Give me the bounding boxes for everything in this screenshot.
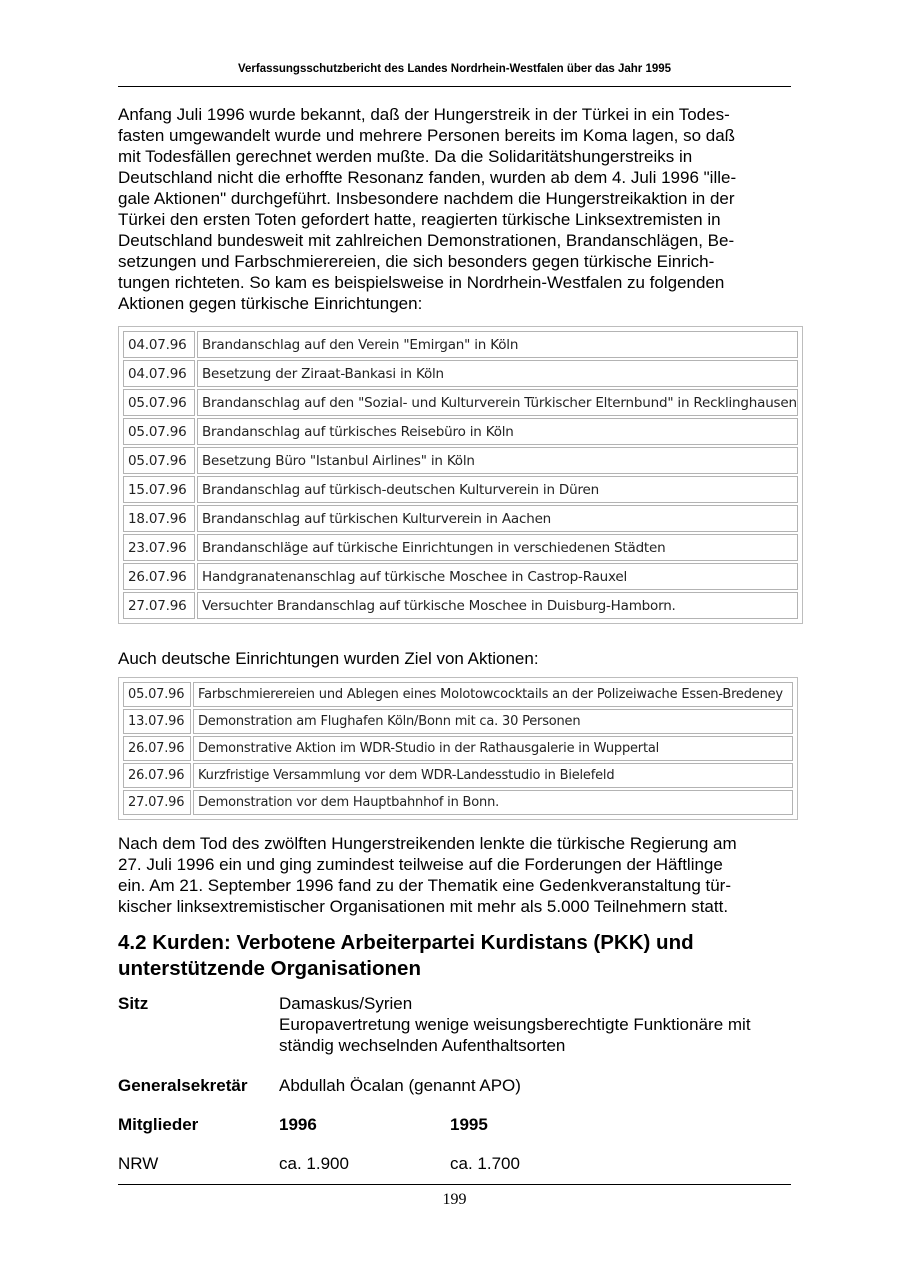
table-row [123, 682, 793, 707]
heading-line: unterstützende Organisationen [118, 957, 421, 980]
date-cell: 05.07.96 [123, 682, 191, 707]
date-cell: 05.07.96 [123, 418, 195, 445]
text-line: Deutschland nicht die erhoffte Resonanz fanden, wurden ab dem 4. Juli 1996 "ille- [118, 168, 737, 187]
members-label: Mitglieder [118, 1115, 199, 1134]
date-cell: 05.07.96 [123, 447, 195, 474]
text-line: 27. Juli 1996 ein und ging zumindest teilweise auf die Forderungen der Häftlinge [118, 855, 723, 874]
text-line: setzungen und Farbschmierereien, die sich besonders gegen türkische Einrich- [118, 252, 715, 271]
date-cell: 26.07.96 [123, 763, 191, 788]
german-targets-paragraph: Auch deutsche Einrichtungen wurden Ziel von Aktionen: [118, 649, 539, 668]
date-cell: 15.07.96 [123, 476, 195, 503]
text-line: Aktionen gegen türkische Einrichtungen: [118, 294, 423, 313]
text-line: kischer linksextremistischer Organisationen mit mehr als 5.000 Teilnehmern statt. [118, 897, 729, 916]
sitz-line: Europavertretung wenige weisungsberechtigte Funktionäre mit [279, 1015, 751, 1034]
general-secretary-value: Abdullah Öcalan (genannt APO) [279, 1076, 521, 1095]
text-line: gale Aktionen" durchgeführt. Insbesondere nachdem die Hungerstreikaktion in der [118, 189, 735, 208]
header-rule [118, 86, 791, 87]
running-header: Verfassungsschutzbericht des Landes Nordrhein-Westfalen über das Jahr 1995 [237, 63, 672, 75]
description-cell: Brandanschlag auf türkisches Reisebüro in Köln [197, 418, 798, 445]
table-row [123, 331, 798, 358]
text-line: fasten umgewandelt wurde und mehrere Personen bereits im Koma lagen, so daß [118, 126, 736, 145]
date-cell: 23.07.96 [123, 534, 195, 561]
text-line: tungen richteten. So kam es beispielsweise in Nordrhein-Westfalen zu folgenden [118, 273, 725, 292]
description-cell: Brandanschlag auf den "Sozial- und Kulturverein Türkischer Elternbund" in Recklinghausen [197, 389, 798, 416]
description-cell: Brandanschlag auf türkisch-deutschen Kulturverein in Düren [197, 476, 798, 503]
nrw-label: NRW [118, 1154, 159, 1173]
table-row [123, 418, 798, 445]
table-row [123, 505, 798, 532]
date-cell: 13.07.96 [123, 709, 191, 734]
sitz-line: ständig wechselnden Aufenthaltsorten [279, 1036, 566, 1055]
footer-rule [118, 1184, 791, 1185]
date-cell: 18.07.96 [123, 505, 195, 532]
general-secretary-label: Generalsekretär [118, 1076, 248, 1095]
date-cell: 26.07.96 [123, 736, 191, 761]
text-line: Anfang Juli 1996 wurde bekannt, daß der Hungerstreik in der Türkei in ein Todes- [118, 105, 730, 124]
sitz-value [279, 993, 751, 1056]
table-row [123, 709, 793, 734]
table-row [123, 476, 798, 503]
description-cell: Brandanschlag auf den Verein "Emirgan" in Köln [197, 331, 798, 358]
table-row [123, 360, 798, 387]
description-cell: Demonstration am Flughafen Köln/Bonn mit ca. 30 Personen [193, 709, 793, 734]
description-cell: Versuchter Brandanschlag auf türkische Moschee in Duisburg-Hamborn. [197, 592, 798, 619]
text-line: Nach dem Tod des zwölften Hungerstreikenden lenkte die türkische Regierung am [118, 834, 737, 853]
table-row [123, 592, 798, 619]
date-cell: 04.07.96 [123, 360, 195, 387]
date-cell: 05.07.96 [123, 389, 195, 416]
table-row [123, 763, 793, 788]
date-cell: 04.07.96 [123, 331, 195, 358]
heading-line: 4.2 Kurden: Verbotene Arbeiterpartei Kurdistans (PKK) und [118, 931, 694, 954]
table-row [123, 389, 798, 416]
year-1995-header: 1995 [450, 1115, 488, 1134]
sitz-label: Sitz [118, 994, 149, 1013]
date-cell: 27.07.96 [123, 592, 195, 619]
text-line: ein. Am 21. September 1996 fand zu der Thematik eine Gedenkveranstaltung tür- [118, 876, 731, 895]
intro-paragraph [118, 104, 798, 314]
description-cell: Handgranatenanschlag auf türkische Moschee in Castrop-Rauxel [197, 563, 798, 590]
date-cell: 26.07.96 [123, 563, 195, 590]
description-cell: Brandanschläge auf türkische Einrichtungen in verschiedenen Städten [197, 534, 798, 561]
description-cell: Besetzung Büro "Istanbul Airlines" in Köln [197, 447, 798, 474]
closing-paragraph [118, 833, 798, 917]
table-row [123, 563, 798, 590]
description-cell: Brandanschlag auf türkischen Kulturverein in Aachen [197, 505, 798, 532]
nrw-1995-value: ca. 1.700 [450, 1154, 520, 1173]
year-1996-header: 1996 [279, 1115, 317, 1134]
nrw-1996-value: ca. 1.900 [279, 1154, 349, 1173]
table-row [123, 447, 798, 474]
page-number: 199 [442, 1191, 467, 1208]
table-row [123, 736, 793, 761]
text-line: Türkei den ersten Toten gefordert hatte, reagierten türkische Linksextremisten in [118, 210, 721, 229]
text-line: Deutschland bundesweit mit zahlreichen Demonstrationen, Brandanschlägen, Be- [118, 231, 735, 250]
section-heading [118, 930, 798, 982]
description-cell: Farbschmierereien und Ablegen eines Molotowcocktails an der Polizeiwache Essen-Bredeney [193, 682, 793, 707]
description-cell: Besetzung der Ziraat-Bankasi in Köln [197, 360, 798, 387]
description-cell: Demonstrative Aktion im WDR-Studio in der Rathausgalerie in Wuppertal [193, 736, 793, 761]
text-line: mit Todesfällen gerechnet werden mußte. Da die Solidaritätshungerstreiks in [118, 147, 693, 166]
turkish-actions-table [118, 326, 803, 624]
table-row [123, 534, 798, 561]
description-cell: Kurzfristige Versammlung vor dem WDR-Landesstudio in Bielefeld [193, 763, 793, 788]
description-cell: Demonstration vor dem Hauptbahnhof in Bonn. [193, 790, 793, 815]
table-row [123, 790, 793, 815]
sitz-line: Damaskus/Syrien [279, 994, 413, 1013]
date-cell: 27.07.96 [123, 790, 191, 815]
german-actions-table [118, 677, 798, 820]
